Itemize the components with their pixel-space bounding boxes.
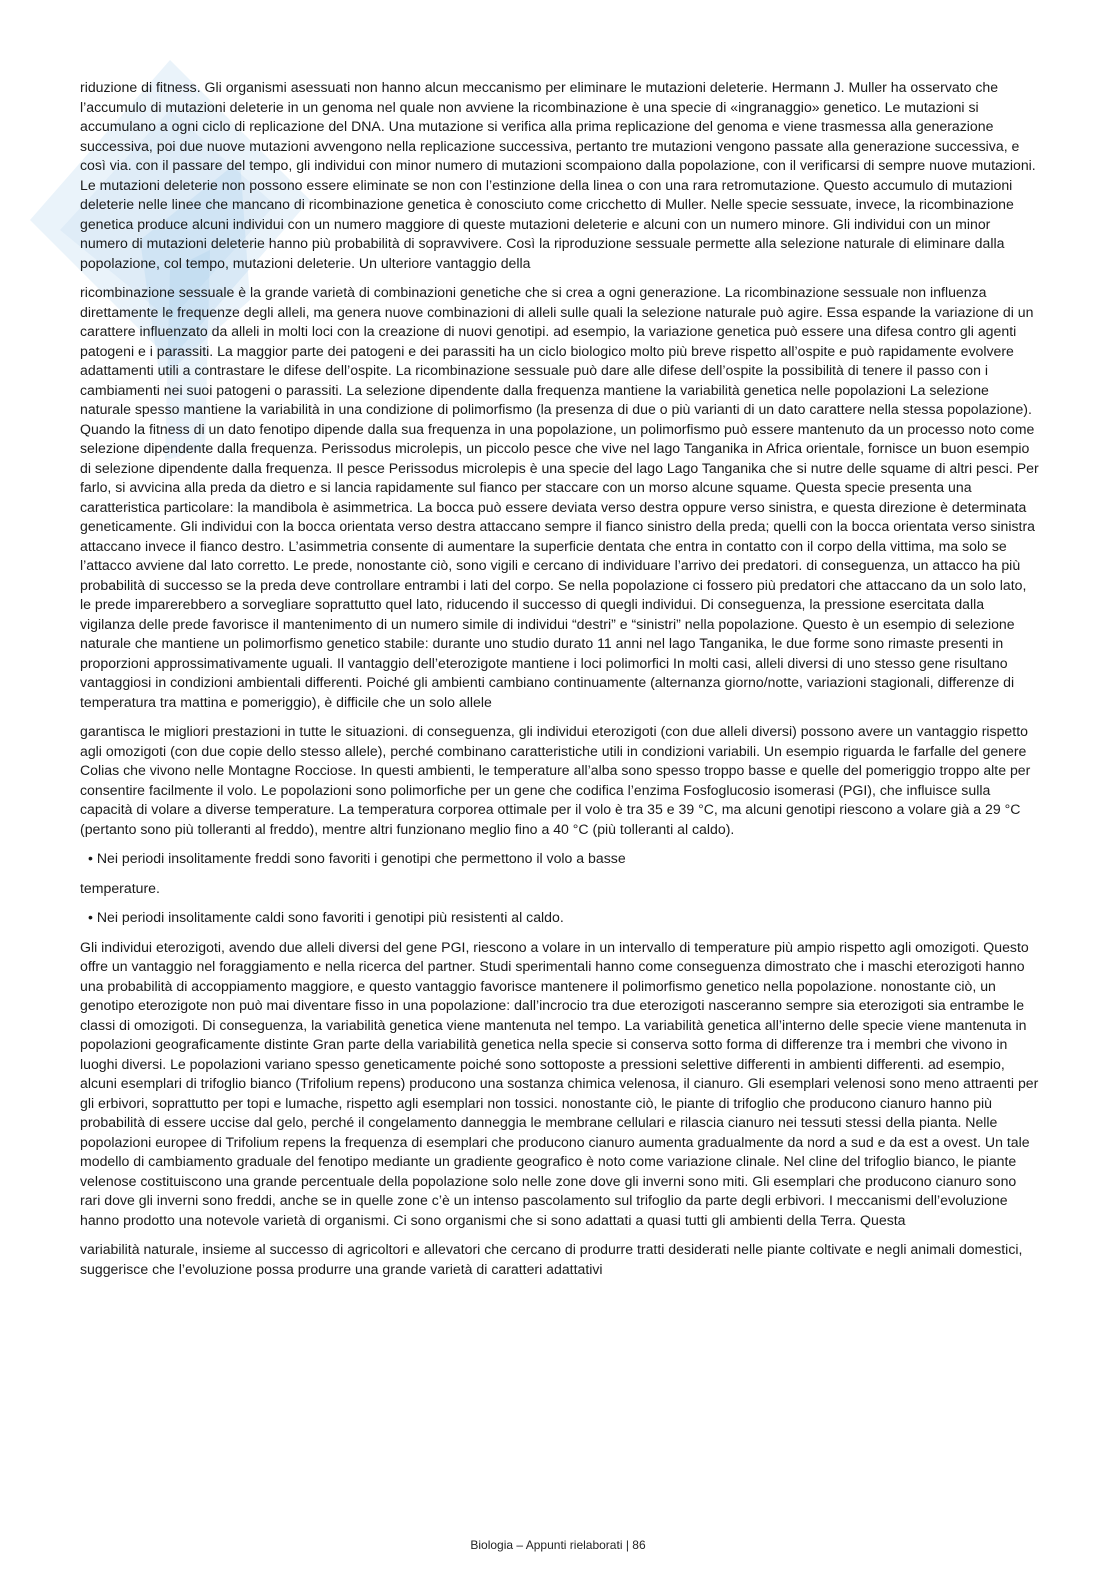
document-body (80, 78, 1040, 1289)
paragraph: ricombinazione sessuale è la grande varietà di combinazioni genetiche che si crea a ogni generazione. La ricombinazione sessuale non influenza direttamente le frequenze degli alleli, ma genera nuove combinazioni di alleli sulle quali la selezione naturale può agire. Essa espande la variazione di un carattere influenzato da alleli in molti loci con la creazione di nuovi genotipi. ad esempio, la variazione genetica può essere una difesa contro gli agenti patogeni e i parassiti. La maggior parte dei patogeni e dei parassiti ha un ciclo biologico molto più breve rispetto all’ospite e può rapidamente evolvere adattamenti utili a contrastare le difese dell’ospite. La ricombinazione sessuale può dare alle difese dell’ospite la possibilità di tenere il passo con i cambiamenti nei suoi patogeni o parassiti. La selezione dipendente dalla frequenza mantiene la variabilità genetica nelle popolazioni La selezione naturale spesso mantiene la variabilità in una condizione di polimorfismo (la presenza di due o più varianti di un dato carattere nella stessa popolazione). Quando la fitness di un dato fenotipo dipende dalla sua frequenza in una popolazione, un polimorfismo può essere mantenuto da un processo noto come selezione dipendente dalla frequenza. Perissodus microlepis, un piccolo pesce che vive nel lago Tanganika in Africa orientale, fornisce un buon esempio di selezione dipendente dalla frequenza. Il pesce Perissodus microlepis è una specie del lago Lago Tanganika che si nutre delle squame di altri pesci. Per farlo, si avvicina alla preda da dietro e si lancia rapidamente sul fianco per staccare con un morso alcune squame. Questa specie presenta una caratteristica particolare: la mandibola è asimmetrica. La bocca può essere deviata verso destra oppure verso sinistra, e questa direzione è determinata geneticamente. Gli individui con la bocca orientata verso destra attaccano sempre il fianco sinistro della preda; quelli con la bocca orientata verso sinistra attaccano invece il fianco destro. L’asimmetria consente di aumentare la superficie dentata che entra in contatto con il corpo della vittima, ma solo se l’attacco avviene dal lato corretto. Le prede, nonostante ciò, sono vigili e cercano di individuare l’arrivo dei predatori. di conseguenza, un attacco ha più probabilità di successo se la preda deve controllare entrambi i lati del corpo. Se nella popolazione ci fossero più predatori che attaccano da un solo lato, le prede imparerebbero a sorvegliare soprattutto quel lato, riducendo il successo di quegli individui. Di conseguenza, la pressione esercitata dalla vigilanza delle prede favorisce il mantenimento di un numero simile di individui “destri” e “sinistri” nella popolazione. Questo è un esempio di selezione naturale che mantiene un polimorfismo genetico stabile: durante uno studio durato 11 anni nel lago Tanganika, le due forme sono rimaste presenti in proporzioni approssimativamente uguali. Il vantaggio dell’eterozigote mantiene i loci polimorfici In molti casi, alleli diversi di uno stesso gene risultano vantaggiosi in condizioni ambientali differenti. Poiché gli ambienti cambiano continuamente (alternanza giorno/notte, variazioni stagionali, differenze di temperatura tra mattina e pomeriggio), è difficile che un solo allele (80, 284, 1039, 710)
paragraph: Gli individui eterozigoti, avendo due alleli diversi del gene PGI, riescono a volare in un intervallo di temperature più ampio rispetto agli omozigoti. Questo offre un vantaggio nel foraggiamento e nella ricerca del partner. Studi sperimentali hanno come conseguenza dimostrato che i maschi eterozigoti hanno una probabilità di accoppiamento maggiore, e questo vantaggio favorisce mantenere il polimorfismo genetico nella popolazione. nonostante ciò, un genotipo eterozigote non può mai diventare fisso in una popolazione: dall’incrocio tra due eterozigoti nasceranno sempre sia eterozigoti sia entrambe le classi di omozigoti. Di conseguenza, la variabilità genetica viene mantenuta nel tempo. La variabilità genetica all’interno delle specie viene mantenuta in popolazioni geograficamente distinte Gran parte della variabilità genetica nella specie si conserva sotto forma di differenze tra i membri che vivono in luoghi diversi. Le popolazioni variano spesso geneticamente poiché sono sottoposte a pressioni selettive differenti in ambienti differenti. ad esempio, alcuni esemplari di trifoglio bianco (Trifolium repens) producono una sostanza chimica velenosa, il cianuro. Gli esemplari velenosi sono meno attraenti per gli erbivori, soprattutto per topi e lumache, rispetto agli esemplari non tossici. nonostante ciò, le piante di trifoglio che producono cianuro hanno più probabilità di essere uccise dal gelo, perché il congelamento danneggia le membrane cellulari e rilascia cianuro nei tessuti stessi della pianta. Nelle popolazioni europee di Trifolium repens la frequenza di esemplari che producono cianuro aumenta gradualmente da nord a sud e da est a ovest. Un tale modello di cambiamento graduale del fenotipo mediante un gradiente geografico è noto come variazione clinale. Nel cline del trifoglio bianco, le piante velenose costituiscono una grande percentuale della popolazione solo nelle zone dove gli inverni sono miti. Gli esemplari che producono cianuro sono rari dove gli inverni sono freddi, anche se in quelle zone c’è un intenso pascolamento sul trifoglio da parte degli erbivori. I meccanismi dell’evoluzione hanno prodotto una notevole varietà di organismi. Ci sono organismi che si sono adattati a quasi tutti gli ambienti della Terra. Questa (80, 938, 1039, 1228)
paragraph: variabilità naturale, insieme al successo di agricoltori e allevatori che cercano di produrre tratti desiderati nelle piante coltivate e negli animali domestici, suggerisce che l’evoluzione possa produrre una grande varietà di caratteri adattativi (80, 1241, 1023, 1277)
bullet-item: • Nei periodi insolitamente caldi sono favoriti i genotipi più resistenti al caldo. (88, 909, 564, 925)
paragraph: riduzione di fitness. Gli organismi asessuati non hanno alcun meccanismo per eliminare le mutazioni deleterie. Hermann J. Muller ha osservato che l’accumulo di mutazioni deleterie in un genoma nel quale non avviene la ricombinazione è una specie di «ingranaggio» genetico. Le mutazioni si accumulano a ogni ciclo di replicazione del DNA. Una mutazione si verifica alla prima replicazione del genoma e viene trasmessa alla generazione successiva, poi due nuove mutazioni avvengono nella replicazione successiva, pertanto tre mutazioni vengono passate alla generazione successiva, e così via. con il passare del tempo, gli individui con minor numero di mutazioni scompaiono dalla popolazione, con il verificarsi di sempre nuove mutazioni. Le mutazioni deleterie non possono essere eliminate se non con l’estinzione della linea o con una rara retromutazione. Questo accumulo di mutazioni deleterie nelle linee che mancano di ricombinazione genetica è conosciuto come cricchetto di Muller. Nelle specie sessuate, invece, la ricombinazione genetica produce alcuni individui con un numero maggiore di queste mutazioni deleterie e alcuni con un numero minore. Gli individui con un minor numero di mutazioni deleterie hanno più probabilità di sopravvivere. Così la riproduzione sessuale permette alla selezione naturale di eliminare dalla popolazione, col tempo, mutazioni deleterie. Un ulteriore vantaggio della (80, 79, 1036, 271)
bullet-item: • Nei periodi insolitamente freddi sono favoriti i genotipi che permettono il volo a basse (88, 850, 626, 866)
paragraph: garantisca le migliori prestazioni in tutte le situazioni. di conseguenza, gli individui eterozigoti (con due alleli diversi) possono avere un vantaggio rispetto agli omozigoti (con due copie dello stesso allele), perché combinano caratteristiche utili in condizioni variabili. Un esempio riguarda le farfalle del genere Colias che vivono nelle Montagne Rocciose. In questi ambienti, le temperature all’alba sono spesso troppo basse e quelle del pomeriggio troppo alte per consentire facilmente il volo. Le popolazioni sono polimorfiche per un gene che codifica l’enzima Fosfoglucosio isomerasi (PGI), che influisce sulla capacità di volare a diverse temperature. La temperatura corporea ottimale per il volo è tra 35 e 39 °C, ma alcuni genotipi riescono a volare già a 29 °C (pertanto sono più tolleranti al freddo), mentre altri funzionano meglio fino a 40 °C (più tolleranti al caldo). (80, 723, 1031, 837)
page-footer: Biologia – Appunti rielaborati | 86 (470, 1538, 646, 1552)
paragraph: temperature. (80, 879, 160, 896)
